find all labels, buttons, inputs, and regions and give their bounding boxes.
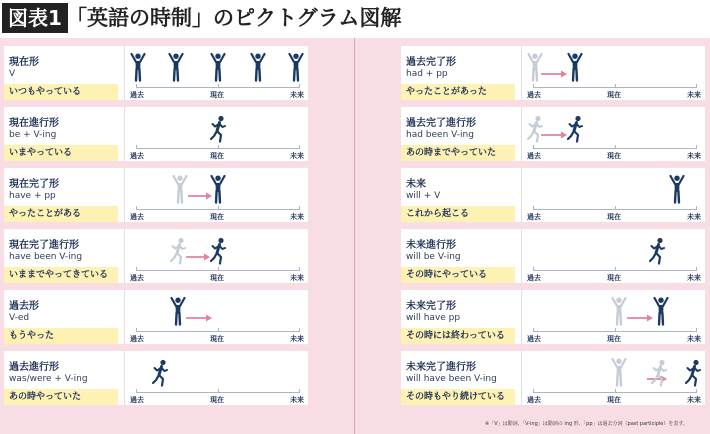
card-separator [124,46,125,100]
tense-form: will have been V-ing [406,374,497,384]
card-separator [521,290,522,344]
timeline-label-present: 現在 [607,213,621,221]
arrow-right-icon [186,247,210,257]
tense-card [4,107,308,161]
timeline-label-present: 現在 [607,396,621,404]
tense-name: 未来進行形 [406,240,456,251]
timeline-tick [615,267,616,271]
page-title: 「英語の時制」のピクトグラム図解 [66,6,402,30]
timeline [130,351,304,405]
timeline-tick [218,145,219,149]
timeline-tick [136,206,137,210]
tense-label-block [4,46,118,100]
timeline-tick [533,389,534,393]
timeline-label-present: 現在 [210,91,224,99]
tense-form: V [9,69,16,79]
tense-name: 現在進行形 [9,118,59,129]
person-arms-up-icon [170,296,186,326]
timeline-label-present: 現在 [607,274,621,282]
person-arms-up-icon [669,174,685,204]
timeline-tick [696,267,697,271]
timeline-tick [218,84,219,88]
timeline-label-future: 未来 [687,396,701,404]
person-running-icon [210,235,226,265]
person-arms-up-icon [130,52,146,82]
tense-meaning: いまやっている [4,145,118,161]
timeline-label-present: 現在 [210,335,224,343]
tense-meaning: いままでやってきている [4,267,118,283]
person-arms-up-icon [210,174,226,204]
timeline-tick [299,84,300,88]
tense-name: 未来完了進行形 [406,362,476,373]
tense-label-block [401,351,515,405]
timeline-tick [136,145,137,149]
timeline-tick [533,267,534,271]
tense-card [401,107,705,161]
timeline-label-past: 過去 [527,274,541,282]
arrow-right-icon [541,125,567,135]
timeline-tick [218,206,219,210]
card-separator [521,107,522,161]
timeline-label-future: 未来 [290,274,304,282]
timeline [130,46,304,100]
timeline-tick [299,267,300,271]
tense-card [4,168,308,222]
timeline-tick [696,145,697,149]
person-arms-up-icon [611,296,627,326]
timeline-label-past: 過去 [130,152,144,160]
tense-card [401,46,705,100]
diagram-panel [0,38,710,434]
tense-card [4,351,308,405]
tense-card [401,229,705,283]
tense-label-block [4,290,118,344]
tense-label-block [401,46,515,100]
tense-meaning: その時には終わっている [401,328,515,344]
tense-form: will be V-ing [406,252,461,262]
timeline-tick [136,389,137,393]
timeline [527,107,701,161]
tense-name: 過去形 [9,301,39,312]
column-divider [354,38,355,434]
tense-label-block [4,351,118,405]
person-arms-up-icon [250,52,266,82]
tense-form: have + pp [9,191,56,201]
timeline [527,290,701,344]
tense-form: be + V-ing [9,130,57,140]
card-separator [124,107,125,161]
tense-label-block [4,107,118,161]
timeline-tick [533,328,534,332]
timeline-tick [696,389,697,393]
card-separator [521,46,522,100]
timeline [130,229,304,283]
tense-card [401,290,705,344]
person-running-icon [170,235,186,265]
tense-name: 過去進行形 [9,362,59,373]
person-arms-up-icon [168,52,184,82]
tense-card [4,46,308,100]
timeline [527,229,701,283]
timeline-tick [615,389,616,393]
timeline-label-past: 過去 [130,396,144,404]
tense-meaning: あの時までやっていた [401,145,515,161]
timeline-tick [615,328,616,332]
person-arms-up-icon [288,52,304,82]
timeline-label-present: 現在 [210,274,224,282]
timeline-tick [533,84,534,88]
timeline-label-past: 過去 [130,91,144,99]
timeline-label-present: 現在 [210,152,224,160]
person-running-icon [685,357,701,387]
timeline-label-past: 過去 [527,396,541,404]
timeline-label-future: 未来 [290,335,304,343]
person-arms-up-icon [567,52,583,82]
timeline-label-future: 未来 [290,396,304,404]
tense-meaning: その時にやっている [401,267,515,283]
tense-label-block [401,107,515,161]
timeline-label-past: 過去 [130,274,144,282]
tense-form: will + V [406,191,441,201]
timeline-tick [696,84,697,88]
tense-name: 過去完了進行形 [406,118,476,129]
timeline [130,168,304,222]
tense-name: 現在完了進行形 [9,240,79,251]
footnote: ※「V」は動詞、「V-ing」は動詞の ing 形、「pp」は過去分詞（past participle）を表す。 [485,421,688,427]
timeline-tick [136,267,137,271]
tense-form: was/were + V-ing [9,374,88,384]
timeline-label-present: 現在 [210,213,224,221]
arrow-right-icon [188,186,212,196]
tense-label-block [401,290,515,344]
tense-label-block [401,229,515,283]
tense-form: have been V-ing [9,252,83,262]
timeline-tick [696,328,697,332]
timeline-label-past: 過去 [130,213,144,221]
person-running-icon [210,113,226,143]
timeline-tick [136,84,137,88]
person-running-icon [649,235,665,265]
person-arms-up-icon [210,52,226,82]
tense-name: 過去完了形 [406,57,456,68]
timeline-tick [299,328,300,332]
timeline-label-present: 現在 [210,396,224,404]
person-arms-up-icon [653,296,669,326]
timeline-tick [533,145,534,149]
tense-form: V-ed [9,313,30,323]
tense-meaning: あの時やっていた [4,389,118,405]
tense-meaning: やったことがあった [401,84,515,100]
figure-label: 図表1 [2,3,68,33]
card-separator [124,168,125,222]
timeline-tick [615,206,616,210]
card-separator [124,351,125,405]
timeline-tick [218,389,219,393]
tense-meaning: いつもやっている [4,84,118,100]
tense-card [401,168,705,222]
timeline-tick [299,206,300,210]
arrow-right-icon [627,308,653,318]
card-separator [124,290,125,344]
timeline-label-future: 未来 [687,213,701,221]
card-separator [521,168,522,222]
timeline-label-present: 現在 [607,152,621,160]
tense-meaning: その時もやり続けている [401,389,515,405]
tense-label-block [4,168,118,222]
timeline-tick [615,84,616,88]
tense-name: 未来完了形 [406,301,456,312]
tense-name: 現在完了形 [9,179,59,190]
tense-card [4,290,308,344]
card-separator [124,229,125,283]
timeline-label-future: 未来 [687,274,701,282]
timeline [130,107,304,161]
timeline [527,46,701,100]
timeline-tick [696,206,697,210]
timeline [527,351,701,405]
tense-form: will have pp [406,313,461,323]
timeline-label-future: 未来 [290,91,304,99]
timeline-label-past: 過去 [527,335,541,343]
tense-meaning: やったことがある [4,206,118,222]
timeline-label-present: 現在 [607,91,621,99]
timeline-label-future: 未来 [687,91,701,99]
person-running-icon [152,357,168,387]
timeline-tick [533,206,534,210]
tense-label-block [401,168,515,222]
timeline [527,168,701,222]
timeline-label-past: 過去 [527,213,541,221]
timeline-tick [299,145,300,149]
timeline-label-past: 過去 [527,91,541,99]
timeline-tick [136,328,137,332]
tense-name: 未来 [406,179,426,190]
tense-meaning: これから起こる [401,206,515,222]
timeline-label-future: 未来 [687,335,701,343]
timeline-label-present: 現在 [607,335,621,343]
arrow-right-icon [541,64,567,74]
person-running-icon [651,357,667,387]
timeline-tick [299,389,300,393]
timeline-label-past: 過去 [527,152,541,160]
timeline [130,290,304,344]
tense-form: had been V-ing [406,130,474,140]
tense-name: 現在形 [9,57,39,68]
tense-meaning: もうやった [4,328,118,344]
timeline-tick [218,328,219,332]
timeline-label-future: 未来 [290,152,304,160]
card-separator [521,229,522,283]
header [0,0,710,38]
tense-card [4,229,308,283]
card-separator [521,351,522,405]
timeline-label-future: 未来 [290,213,304,221]
timeline-tick [218,267,219,271]
timeline-tick [615,145,616,149]
person-running-icon [567,113,583,143]
person-arms-up-icon [611,357,627,387]
arrow-right-icon [186,308,212,318]
timeline-label-future: 未来 [687,152,701,160]
tense-card [401,351,705,405]
tense-label-block [4,229,118,283]
timeline-label-past: 過去 [130,335,144,343]
tense-form: had + pp [406,69,448,79]
person-arms-up-icon [172,174,188,204]
